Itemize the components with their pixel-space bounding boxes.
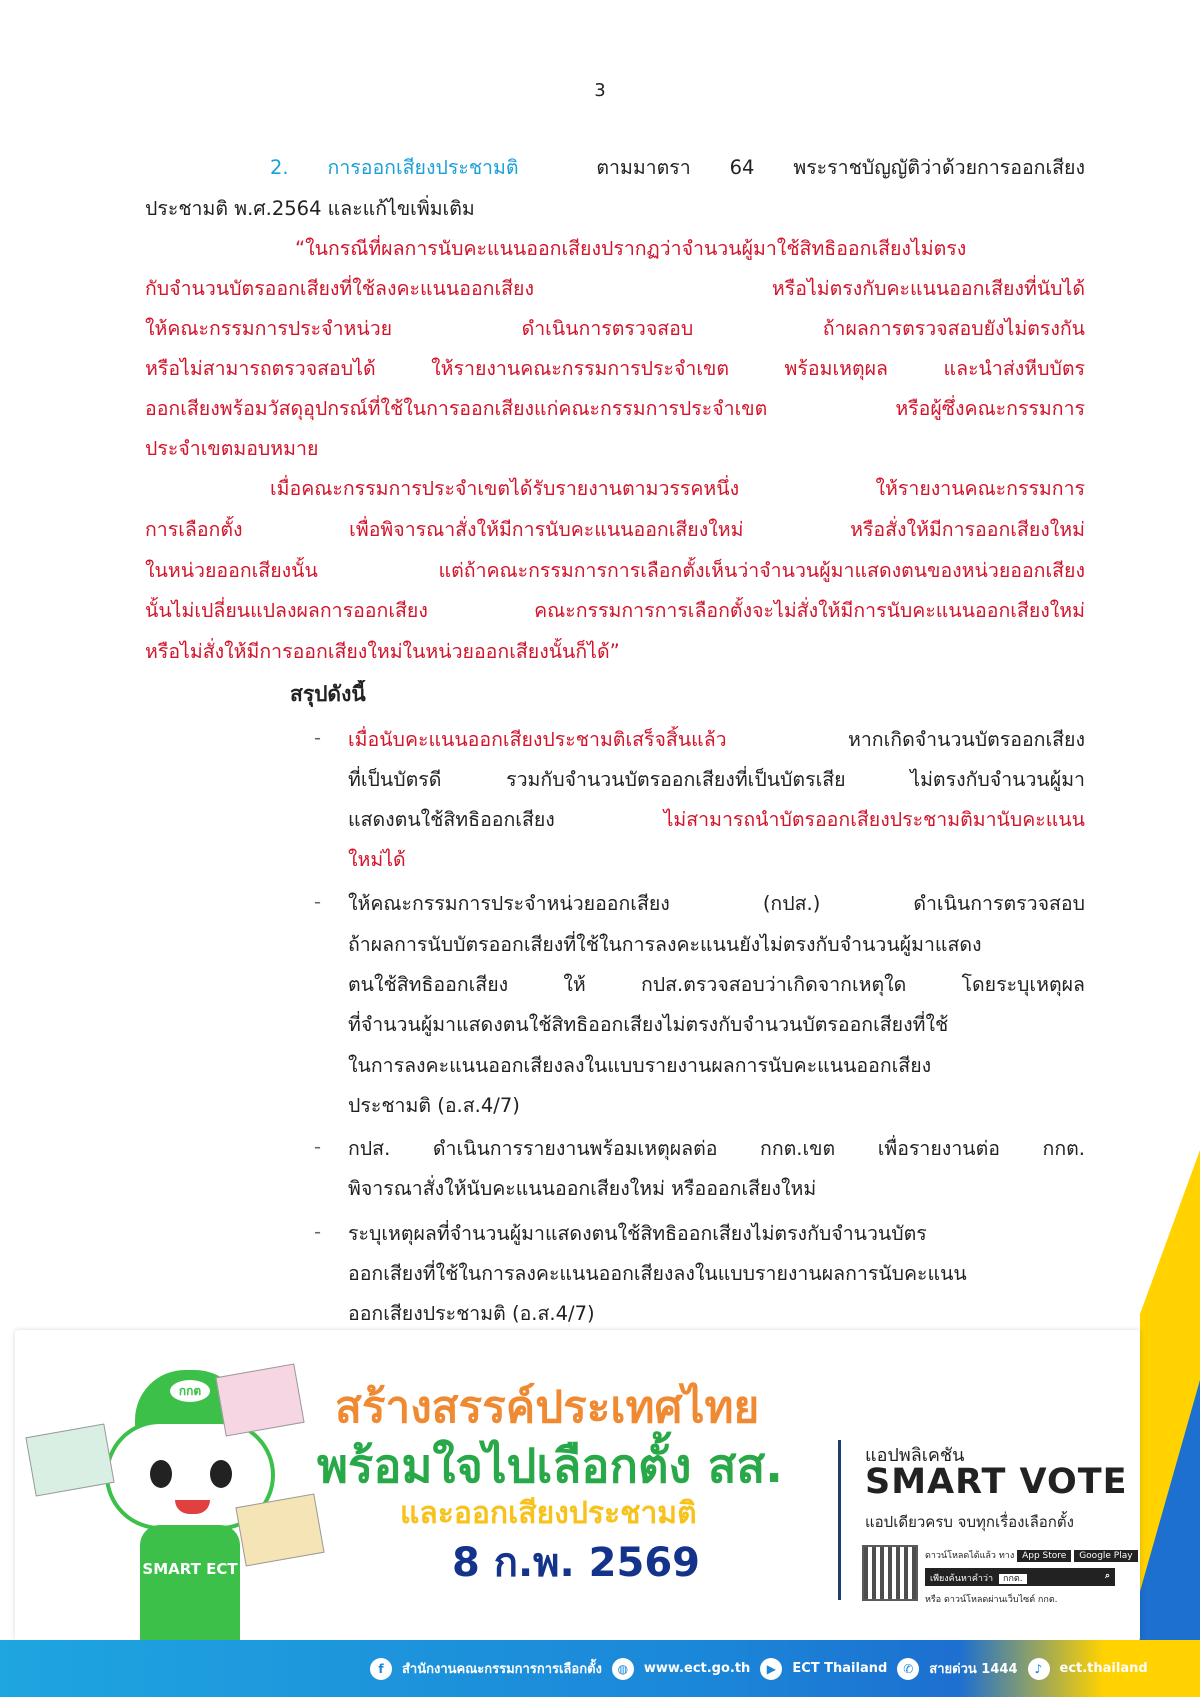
bullet-line: ที่จำนวนผู้มาแสดงตนใช้สิทธิออกเสียงไม่ตรงกับจำนวนบัตรออกเสียงที่ใช้ — [348, 1013, 949, 1036]
quote-line: กับจำนวนบัตรออกเสียงที่ใช้ลงคะแนนออกเสียง หรือไม่ตรงกับคะแนนออกเสียงที่นับได้ — [145, 277, 1085, 300]
banner-title-1: สร้างสรรค์ประเทศไทย — [335, 1382, 760, 1433]
text: แสดงตนใช้สิทธิออกเสียง — [348, 808, 664, 831]
section-heading: 2. การออกเสียงประชามติ — [270, 156, 519, 179]
phone-icon: ✆ — [897, 1658, 919, 1680]
text: เพียงค้นหาคำว่า — [930, 1574, 994, 1584]
bullet-line: ออกเสียงที่ใช้ในการลงคะแนนออกเสียงลงในแบบรายงานผลการนับคะแนน — [348, 1262, 967, 1285]
divider — [838, 1440, 841, 1600]
ect-logo: กกต — [170, 1380, 210, 1402]
banner-title-3: และออกเสียงประชามติ — [400, 1496, 697, 1531]
app-label: แอปพลิเคชัน — [865, 1445, 965, 1466]
website-link[interactable]: www.ect.go.th — [643, 1661, 751, 1676]
quote-line: การเลือกตั้ง เพื่อพิจารณาสั่งให้มีการนับคะแนนออกเสียงใหม่ หรือสั่งให้มีการออกเสียงใหม่ — [145, 518, 1085, 541]
bullet-line: พิจารณาสั่งให้นับคะแนนออกเสียงใหม่ หรือออกเสียงใหม่ — [348, 1177, 817, 1200]
section-intro — [145, 154, 1085, 182]
youtube-icon: ▶ — [760, 1658, 782, 1680]
bullet-line: ตนใช้สิทธิออกเสียง ให้ กปส.ตรวจสอบว่าเกิดจากเหตุใด โดยระบุเหตุผล — [348, 973, 1085, 996]
bullet-line — [348, 726, 1085, 754]
quote-line: หรือไม่สั่งให้มีการออกเสียงใหม่ในหน่วยออกเสียงนั้นก็ได้” — [145, 640, 620, 663]
search-value: กกต. — [999, 1574, 1027, 1584]
web-text: หรือ ดาวน์โหลดผ่านเว็บไซต์ กกต. — [925, 1595, 1058, 1605]
text: ไม่สามารถนำบัตรออกเสียงประชามติมานับคะแนน — [663, 808, 1085, 831]
qr-code[interactable] — [862, 1545, 918, 1601]
hotline: สายด่วน 1444 — [929, 1662, 1018, 1677]
app-tagline: แอปเดียวครบ จบทุกเรื่องเลือกตั้ง — [865, 1513, 1074, 1531]
facebook-link[interactable]: สำนักงานคณะกรรมการการเลือกตั้ง — [402, 1662, 602, 1677]
bullet-line: ใหม่ได้ — [348, 848, 406, 871]
bullet-dash: - — [314, 890, 322, 913]
banner-title-2: พร้อมใจไปเลือกตั้ง สส. — [317, 1439, 784, 1494]
globe-icon: ◍ — [612, 1658, 634, 1680]
google-play-badge[interactable]: Google Play — [1074, 1550, 1137, 1562]
bullet-line: ให้คณะกรรมการประจำหน่วยออกเสียง (กปส.) ดำเนินการตรวจสอบ — [348, 892, 1085, 915]
app-name: SMART VOTE — [865, 1462, 1128, 1502]
bullet-dash: - — [314, 726, 322, 749]
quote-line: “ในกรณีที่ผลการนับคะแนนออกเสียงปรากฏว่าจำนวนผู้มาใช้สิทธิออกเสียงไม่ตรง — [295, 237, 967, 260]
tiktok-link[interactable]: ect.thailand — [1059, 1661, 1148, 1676]
quote-line: ในหน่วยออกเสียงนั้น แต่ถ้าคณะกรรมการการเลือกตั้งเห็นว่าจำนวนผู้มาแสดงตนของหน่วยออกเสียง — [145, 559, 1085, 582]
bullet-dash: - — [314, 1220, 322, 1243]
footer-strip — [0, 1640, 1200, 1697]
summary-heading: สรุปดังนี้ — [290, 682, 366, 706]
page-number: 3 — [594, 80, 606, 101]
quote-line: ออกเสียงพร้อมวัสดุอุปกรณ์ที่ใช้ในการออกเสียงแก่คณะกรรมการประจำเขต หรือผู้ซึ่งคณะกรรมการ — [145, 397, 1085, 420]
bullet-line: กปส. ดำเนินการรายงานพร้อมเหตุผลต่อ กกต.เขต เพื่อรายงานต่อ กกต. — [348, 1137, 1085, 1160]
app-store-badge[interactable]: App Store — [1017, 1550, 1071, 1562]
text: ตามมาตรา 64 พระราชบัญญัติว่าด้วยการออกเสียง — [596, 156, 1085, 179]
bullet-line: ถ้าผลการนับบัตรออกเสียงที่ใช้ในการลงคะแนนยังไม่ตรงกับจำนวนผู้มาแสดง — [348, 933, 982, 956]
quote-line: ให้คณะกรรมการประจำหน่วย ดำเนินการตรวจสอบ ถ้าผลการตรวจสอบยังไม่ตรงกัน — [145, 317, 1085, 340]
download-row — [925, 1548, 1138, 1562]
text: ดาวน์โหลดได้แล้ว ทาง — [925, 1551, 1015, 1561]
tiktok-icon: ♪ — [1028, 1658, 1050, 1680]
text-line: ประชามติ พ.ศ.2564 และแก้ไขเพิ่มเติม — [145, 197, 475, 220]
banner-date: 8 ก.พ. 2569 — [452, 1540, 700, 1586]
quote-line: เมื่อคณะกรรมการประจำเขตได้รับรายงานตามวรรคหนึ่ง ให้รายงานคณะกรรมการ — [270, 477, 1085, 500]
bullet-line: ในการลงคะแนนออกเสียงลงในแบบรายงานผลการนับคะแนนออกเสียง — [348, 1054, 932, 1077]
quote-line: ประจำเขตมอบหมาย — [145, 437, 319, 460]
bullet-line — [348, 806, 1085, 834]
bullet-line: ที่เป็นบัตรดี รวมกับจำนวนบัตรออกเสียงที่เป็นบัตรเสีย ไม่ตรงกับจำนวนผู้มา — [348, 768, 1085, 791]
quote-line: นั้นไม่เปลี่ยนแปลงผลการออกเสียง คณะกรรมการการเลือกตั้งจะไม่สั่งให้มีการนับคะแนนออกเสียงใหม่ — [145, 599, 1085, 622]
facebook-icon[interactable]: f — [370, 1658, 392, 1680]
quote-line: หรือไม่สามารถตรวจสอบได้ ให้รายงานคณะกรรมการประจำเขต พร้อมเหตุผล และนำส่งหีบบัตร — [145, 357, 1085, 380]
youtube-link[interactable]: ECT Thailand — [792, 1661, 888, 1676]
search-bar[interactable] — [925, 1568, 1115, 1586]
bullet-dash: - — [314, 1135, 322, 1158]
bullet-line: ออกเสียงประชามติ (อ.ส.4/7) — [348, 1302, 595, 1325]
text: หากเกิดจำนวนบัตรออกเสียง — [726, 728, 1085, 751]
bullet-line: ประชามติ (อ.ส.4/7) — [348, 1094, 520, 1117]
text: เมื่อนับคะแนนออกเสียงประชามติเสร็จสิ้นแล้ว — [348, 728, 727, 751]
search-icon: ⌕ — [1104, 1571, 1110, 1581]
bullet-line: ระบุเหตุผลที่จำนวนผู้มาแสดงตนใช้สิทธิออกเสียงไม่ตรงกับจำนวนบัตร — [348, 1222, 927, 1245]
mascot-label: SMART ECT — [140, 1525, 240, 1650]
